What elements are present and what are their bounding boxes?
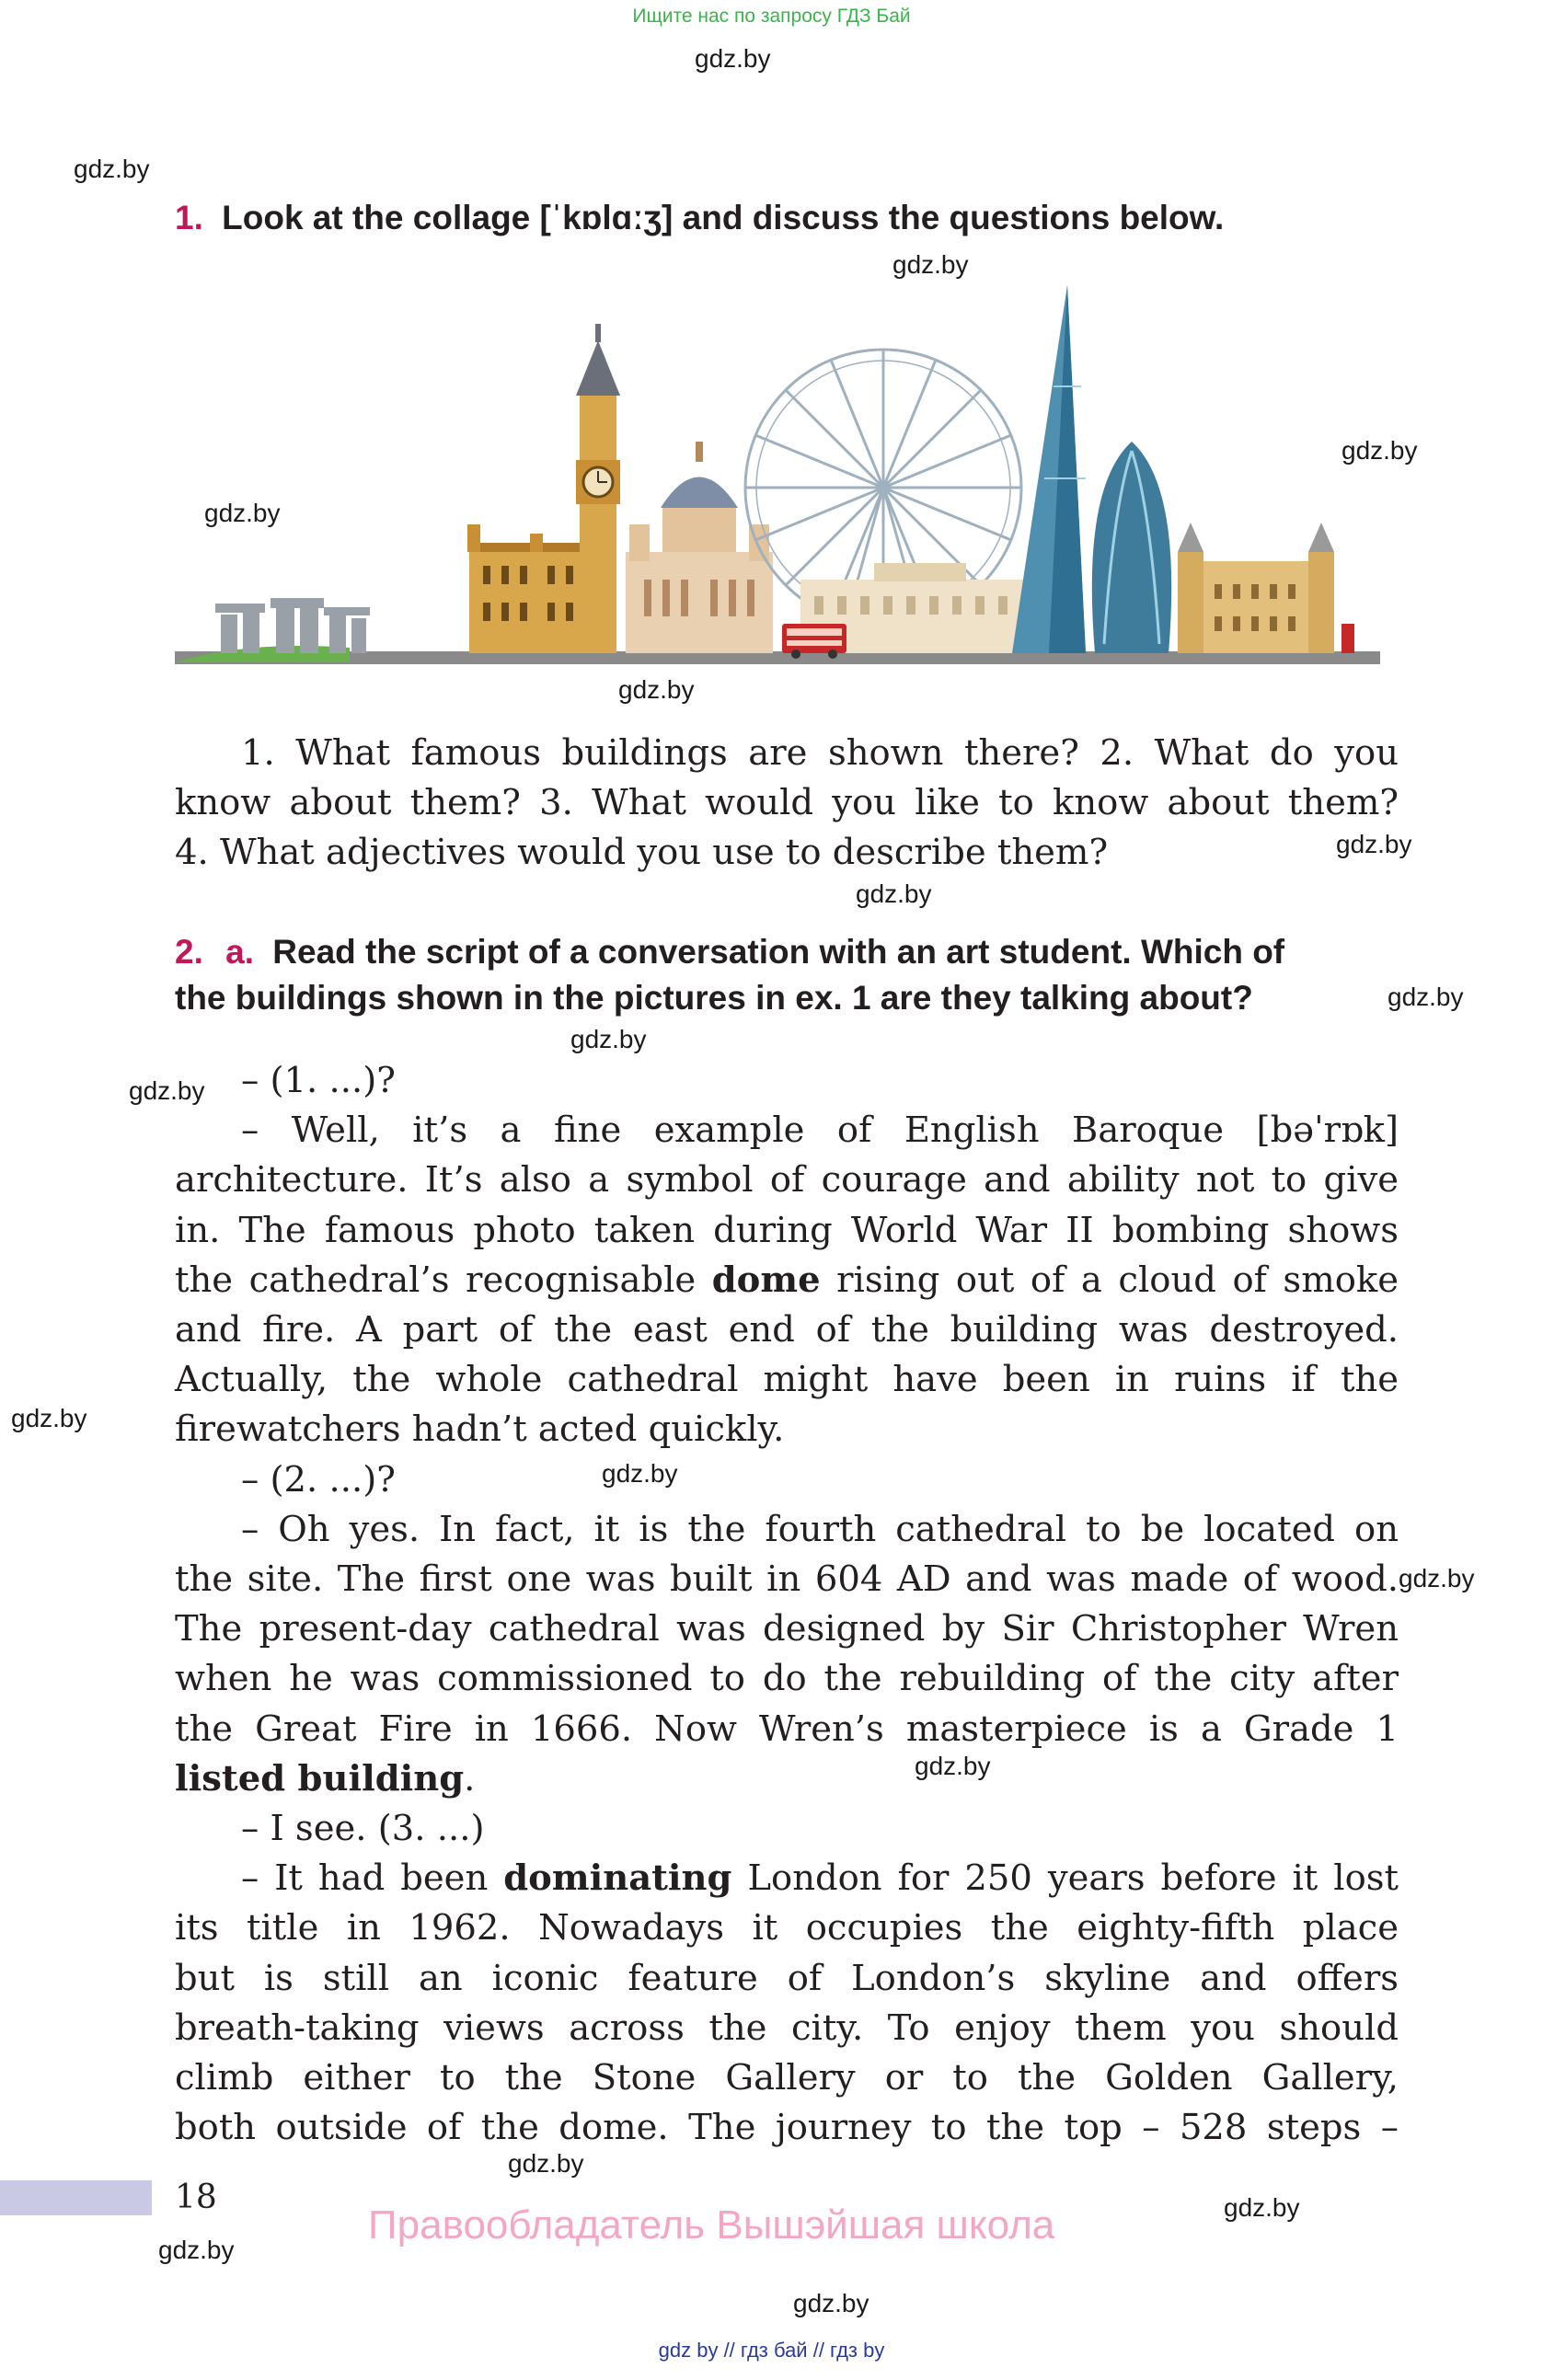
task-1-heading bbox=[175, 195, 1408, 241]
watermark: gdz.by bbox=[618, 675, 695, 704]
answer-line: in. The famous photo taken during World War II bombing shows bbox=[175, 1209, 1399, 1251]
watermark: gdz.by bbox=[856, 880, 932, 908]
answer-line: both outside of the dome. The journey to the top – 528 steps – bbox=[175, 2107, 1399, 2149]
answer-line: breath-taking views across the city. To enjoy them you should bbox=[175, 2006, 1399, 2049]
watermark: gdz.by bbox=[1336, 830, 1412, 858]
watermark: gdz.by bbox=[204, 499, 281, 527]
answer-line: but is still an iconic feature of London’s skyline and offers bbox=[175, 1957, 1399, 1999]
answer-line: the site. The first one was built in 604 AD and was made of wood. bbox=[175, 1558, 1399, 1601]
watermark: gdz.by bbox=[570, 1025, 647, 1053]
question-gap: – (1. ...)? bbox=[241, 1060, 396, 1101]
task-heading-text: the buildings shown in the pictures in ex. 1 are they talking about? bbox=[175, 979, 1253, 1017]
footer-bar bbox=[0, 2180, 152, 2215]
task-2-heading bbox=[175, 929, 1408, 1021]
task-heading-text: Read the script of a conversation with an art student. Which of bbox=[272, 933, 1285, 971]
answer-line: – Well, it’s a fine example of English Baroque [bəˈrɒk] bbox=[241, 1110, 1399, 1152]
task-1-questions bbox=[175, 729, 1399, 879]
answer-line: and fire. A part of the east end of the building was destroyed. bbox=[175, 1309, 1399, 1351]
answer-text: – It had been bbox=[241, 1857, 504, 1900]
answer-line: climb either to the Stone Gallery or to the Golden Gallery, bbox=[175, 2057, 1399, 2099]
london-skyline-collage bbox=[175, 276, 1389, 681]
answer-line: The present-day cathedral was designed by Sir Christopher Wren bbox=[175, 1608, 1399, 1650]
page-number: 18 bbox=[175, 2179, 217, 2216]
copyright-notice: Правообладатель Вышэйшая школа bbox=[368, 2202, 1055, 2248]
watermark: gdz.by bbox=[129, 1076, 205, 1105]
watermark: gdz.by bbox=[602, 1459, 678, 1488]
answer-line bbox=[175, 1256, 1399, 1305]
question-line: 4. What adjectives would you use to describe them? bbox=[175, 832, 1109, 874]
watermark: gdz.by bbox=[508, 2149, 584, 2178]
top-banner[interactable]: Ищите нас по запросу ГДЗ Бай bbox=[632, 6, 911, 27]
stonehenge-icon bbox=[215, 598, 370, 653]
key-word: dominating bbox=[503, 1857, 732, 1900]
watermark: gdz.by bbox=[1388, 983, 1464, 1011]
answer-text: the cathedral’s recognisable bbox=[175, 1259, 712, 1301]
question-gap: – (2. ...)? bbox=[241, 1458, 396, 1500]
answer-text: rising out of a cloud of smoke bbox=[820, 1259, 1399, 1301]
key-word: listed building bbox=[175, 1757, 465, 1799]
watermark: gdz.by bbox=[11, 1404, 87, 1432]
question-gap: – I see. (3. ...) bbox=[241, 1808, 485, 1850]
conversation bbox=[175, 1056, 1399, 2153]
question-line: know about them? 3. What would you like to know about them? bbox=[175, 782, 1399, 824]
watermark: gdz.by bbox=[158, 2236, 235, 2264]
phone-box-icon bbox=[1341, 624, 1354, 653]
st-pauls-cathedral-icon bbox=[626, 442, 773, 653]
task-letter: a. bbox=[225, 933, 254, 971]
answer-line: – Oh yes. In fact, it is the fourth cathedral to be located on bbox=[241, 1508, 1399, 1550]
answer-line: the Great Fire in 1666. Now Wren’s masterpiece is a Grade 1 bbox=[175, 1707, 1399, 1750]
answer-text: London for 250 years before it lost bbox=[731, 1857, 1399, 1900]
answer-line: firewatchers hadn’t acted quickly. bbox=[175, 1408, 785, 1451]
answer-line: Actually, the whole cathedral might have been in ruins if the bbox=[175, 1359, 1399, 1401]
answer-text: . bbox=[464, 1757, 476, 1799]
task-number: 1. bbox=[175, 199, 203, 236]
watermark: gdz.by bbox=[1399, 1564, 1475, 1592]
task-heading-text: Look at the collage [ˈkɒlɑːʒ] and discuss the questions below. bbox=[222, 199, 1225, 236]
answer-line: when he was commissioned to do the rebuilding of the city after bbox=[175, 1658, 1399, 1700]
watermark: gdz.by bbox=[915, 1752, 991, 1780]
watermark: gdz.by bbox=[1224, 2193, 1300, 2222]
question-line: 1. What famous buildings are shown there? 2. What do you bbox=[241, 732, 1399, 774]
bottom-links[interactable]: gdz by // гдз бай // гдз by bbox=[658, 2339, 885, 2362]
watermark: gdz.by bbox=[1341, 436, 1418, 465]
the-shard-icon bbox=[1012, 285, 1086, 653]
answer-line: architecture. It’s also a symbol of courage and ability not to give bbox=[175, 1159, 1399, 1201]
tower-of-london-icon bbox=[1178, 523, 1334, 653]
answer-line: its title in 1962. Nowadays it occupies the eighty-fifth place bbox=[175, 1907, 1399, 1949]
watermark: gdz.by bbox=[793, 2289, 869, 2317]
big-ben-icon bbox=[576, 324, 620, 653]
answer-line bbox=[175, 1754, 1399, 1804]
header-site-link[interactable]: gdz.by bbox=[695, 44, 771, 73]
key-word: dome bbox=[711, 1259, 821, 1301]
answer-line bbox=[175, 1854, 1399, 1903]
gherkin-icon bbox=[1092, 442, 1171, 653]
task-number: 2. bbox=[175, 933, 203, 971]
watermark: gdz.by bbox=[74, 155, 150, 183]
watermark: gdz.by bbox=[892, 250, 969, 279]
